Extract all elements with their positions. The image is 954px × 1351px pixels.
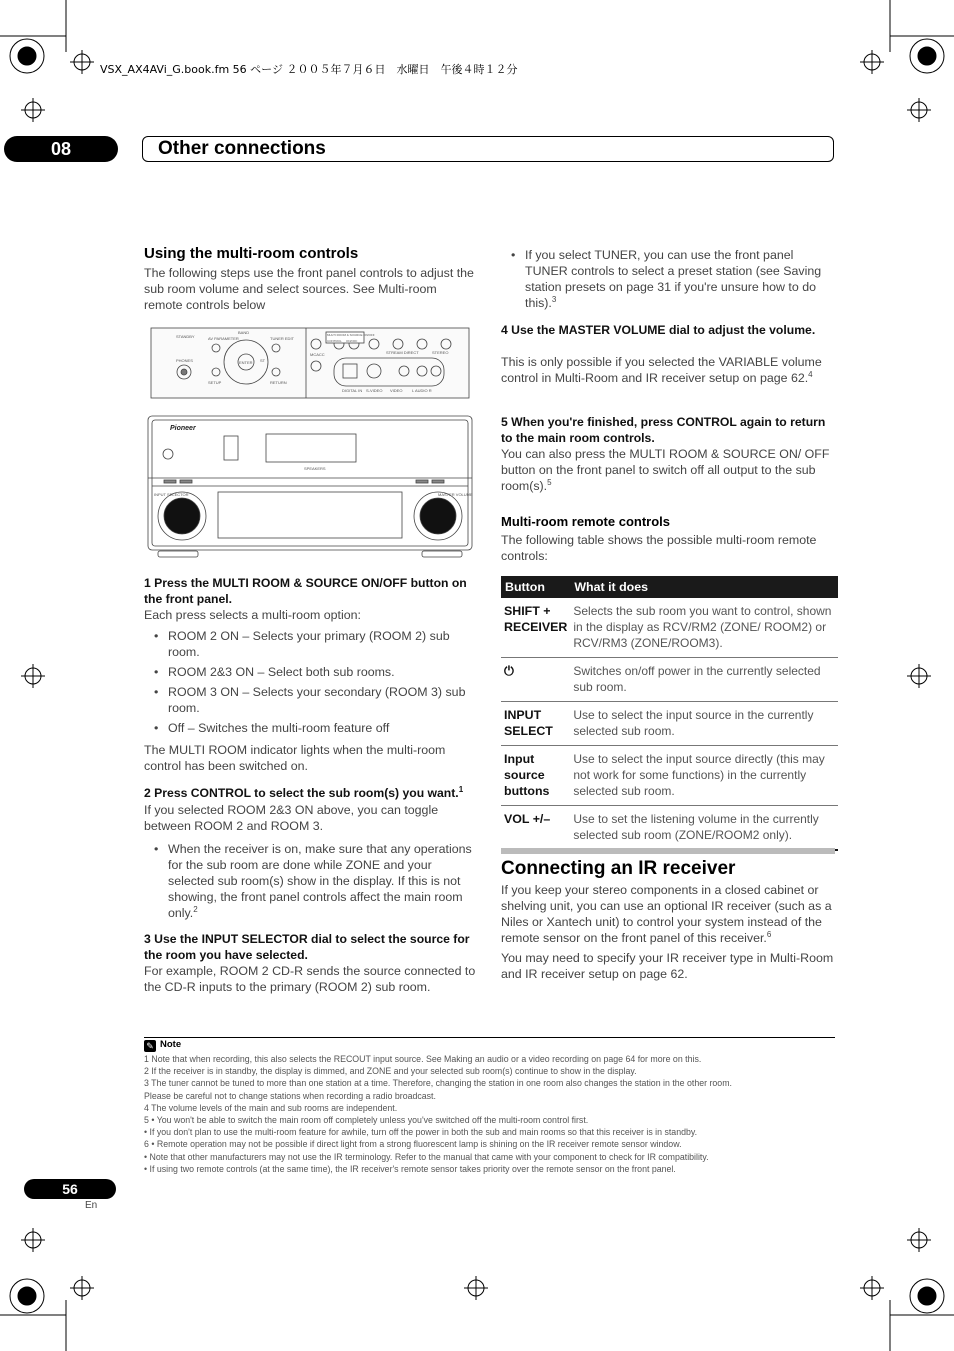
remote-controls-table [501, 576, 838, 851]
ir-receiver-text2: You may need to specify your IR receiver type in Multi-Room and IR receiver setup on page 62. [501, 951, 834, 981]
footnote-ref-2: 2 [193, 904, 198, 914]
section-heading-multiroom: Using the multi-room controls [144, 245, 359, 262]
fig-label-tuner-edit: TUNER EDIT [270, 336, 294, 341]
fig-label-multiroom: MULTI ROOM & SOURCE ON/OFF [327, 333, 375, 337]
step3-title: 3 Use the INPUT SELECTOR dial to select the source for the room you have selected. [144, 932, 470, 962]
fig-label-digital-in: DIGITAL IN [342, 388, 363, 393]
table-row [501, 746, 838, 806]
table-header-row [501, 576, 838, 598]
intro-text: The following steps use the front panel controls to adjust the sub room volume and select sources. See Multi-room remote controls below [144, 266, 474, 312]
fig-label-phones: PHONES [176, 358, 193, 363]
step2-text: If you selected ROOM 2&3 ON above, you can toggle between ROOM 2 and ROOM 3. [144, 803, 439, 833]
table-cell-button: SHIFT + RECEIVER [501, 598, 570, 658]
remote-controls-text: The following table shows the possible multi-room remote controls: [501, 533, 817, 563]
page-number: 56 [24, 1179, 116, 1199]
step1-text: Each press selects a multi-room option: [144, 608, 361, 622]
table-cell-button: VOL +/– [501, 806, 570, 851]
footnote: 1 Note that when recording, this also selects the RECOUT input source. See Making an audio or a video recording on page 64 for more on this. [144, 1054, 702, 1064]
ir-receiver-text: If you keep your stereo components in a closed cabinet or shelving unit, you can use an optional IR receiver (such as a Niles or Xantech unit) to control your system instead of the remote sensor on the front panel of this receiver.$^6$ [501, 883, 832, 945]
fig-label-band: BAND [238, 330, 250, 335]
fig-label-master-volume: MASTER VOLUME [438, 492, 473, 497]
footnote-ref-4: 4 [808, 369, 813, 379]
fig-label-audio: L AUDIO R [412, 388, 432, 393]
table-header-description: What it does [570, 576, 838, 598]
table-cell-desc: Use to set the listening volume in the currently selected sub room (ZONE/ROOM2 only). [570, 806, 838, 851]
footnote-ref-1: 1 [458, 784, 464, 794]
footnote: • If using two remote controls (at the same time), the IR receiver's remote sensor takes priority over the remote sensor on the front panel. [144, 1163, 676, 1174]
footnote: Please be careful not to change stations when recording a radio broadcast. [144, 1090, 436, 1101]
fig-label-enter: ENTER [239, 360, 253, 365]
fig-label-mcacc: MCACC [310, 352, 325, 357]
footnote: • Note that other manufacturers may not use the IR terminology. Refer to the manual that came with your component to check for IR compatibility. [144, 1151, 709, 1162]
fig-label-setup: SETUP [208, 380, 222, 385]
file-info-line: VSX_AX4AVi_G.book.fm 56 ページ ２００５年７月６日 水曜日 午後４時１２分 [100, 63, 518, 76]
table-header-button: Button [501, 576, 570, 598]
step2-bullet-zone: • When the receiver is on, make sure that any operations for the sub room are done while ZONE and your selected sub room(s) show in the display. If this is not showing, the front panel controls affect the main room only.$^2$ [154, 841, 476, 921]
table-cell-desc: Selects the sub room you want to control, shown in the display as RCV/RM2 (ZONE/ ROOM2) or RCV/RM3 (ZONE/ROOM3). [570, 598, 838, 658]
receiver-front-panel-figure [146, 326, 476, 566]
step2-title: 2 Press CONTROL to select the sub room(s) you want.$^1$ [144, 784, 464, 800]
table-row [501, 806, 838, 851]
power-icon: ⏻ [501, 658, 570, 702]
table-cell-button: INPUT SELECT [501, 702, 570, 746]
table-row [501, 702, 838, 746]
note-label: Note [160, 1039, 182, 1050]
ir-receiver-heading: Connecting an IR receiver [501, 858, 736, 879]
section-divider [501, 848, 835, 854]
footnotes [144, 1053, 844, 1175]
intro-paragraph [144, 265, 478, 313]
step5-title: 5 When you're finished, press CONTROL again to return to the main room controls. [501, 415, 826, 445]
footnote: • If you don't plan to use the multi-room feature for awhile, turn off the power in both the sub and main rooms so that this receiver is in standby. [144, 1127, 698, 1138]
footnote-ref-3: 3 [551, 294, 557, 304]
footnote: 2 If the receiver is in standby, the display is dimmed, and ZONE and your selected sub room(s) continue to show in the display. [144, 1066, 637, 1077]
table-cell-desc: Use to select the input source in the currently selected sub room. [570, 702, 838, 746]
step4-text: This is only possible if you selected the VARIABLE volume control in Multi-Room and IR receiver setup on page 62.$^4$ [501, 355, 822, 385]
fig-label-video: VIDEO [390, 388, 403, 393]
fig-label-return: RETURN [270, 380, 287, 385]
footnote-ref-6: 6 [766, 929, 772, 939]
figure-brand: Pioneer [170, 425, 196, 432]
option-off: • Off – Switches the multi-room feature off [154, 720, 476, 736]
table-cell-button: Input source buttons [501, 746, 570, 806]
fig-label-stereo: STEREO [432, 350, 449, 355]
page-language: En [85, 1200, 98, 1211]
fig-label-st: ST [260, 358, 266, 363]
fig-label-svideo: S-VIDEO [366, 388, 383, 393]
step3-text: For example, ROOM 2 CD-R sends the source connected to the CD-R inputs to the primary (ROOM 2) sub room. [144, 964, 476, 994]
remote-controls-heading: Multi-room remote controls [501, 514, 671, 529]
table-cell-desc: Switches on/off power in the currently selected sub room. [570, 658, 838, 702]
step5-text: You can also press the MULTI ROOM & SOURCE ON/ OFF button on the front panel to switch off all output to the sub room(s).$^5$ [501, 447, 830, 493]
footnote: 4 The volume levels of the main and sub rooms are independent. [144, 1102, 398, 1113]
tuner-bullet: • If you select TUNER, you can use the front panel TUNER controls to select a preset station (see Saving station presets on page 31 if you're unsure how to do this).$^3$ [511, 247, 835, 311]
tuner-bullet-list [511, 247, 835, 315]
step4-title: 4 Use the MASTER VOLUME dial to adjust the volume. [501, 323, 816, 337]
step2-bullets [154, 841, 476, 925]
option-room3: • ROOM 3 ON – Selects your secondary (ROOM 3) sub room. [154, 684, 476, 716]
fig-label-stream-direct: STREAM DIRECT [386, 350, 419, 355]
table-row [501, 598, 838, 658]
footnote: 3 The tuner cannot be tuned to more than one station at a time. Therefore, changing the station in one room also changes the station in the other room. [144, 1078, 732, 1089]
table-row [501, 658, 838, 702]
fig-label-onoff: ON/OFF [346, 339, 358, 343]
indicator-text: The MULTI ROOM indicator lights when the multi-room control has been switched on. [144, 743, 446, 773]
note-divider [144, 1037, 835, 1038]
fig-label-control: CONTROL [327, 339, 342, 343]
table-cell-desc: Use to select the input source directly (this may not work for some functions) in the currently selected sub room. [570, 746, 838, 806]
footnote: 5 • You won't be able to switch the main room off completely unless you've switched off the multi-room control first. [144, 1115, 589, 1126]
step1-title: 1 Press the MULTI ROOM & SOURCE ON/OFF button on the front panel. [144, 576, 467, 606]
fig-label-input-selector: INPUT SELECTOR [154, 492, 189, 497]
note-pencil-icon: ✎ [144, 1040, 156, 1052]
option-room2: • ROOM 2 ON – Selects your primary (ROOM 2) sub room. [154, 628, 476, 660]
chapter-number: 08 [4, 136, 118, 162]
fig-label-speakers: SPEAKERS [304, 466, 326, 471]
fig-label-av-parameter: AV PARAMETER [208, 336, 239, 341]
option-room23: • ROOM 2&3 ON – Select both sub rooms. [154, 664, 476, 680]
footnote-ref-5: 5 [547, 477, 552, 487]
footnote: 6 • Remote operation may not be possible if direct light from a strong fluorescent lamp is shining on the IR receiver remote sensor window. [144, 1139, 682, 1150]
chapter-title: Other connections [158, 138, 326, 159]
fig-label-standby: STANDBY [176, 334, 195, 339]
multiroom-options-list [154, 628, 476, 740]
